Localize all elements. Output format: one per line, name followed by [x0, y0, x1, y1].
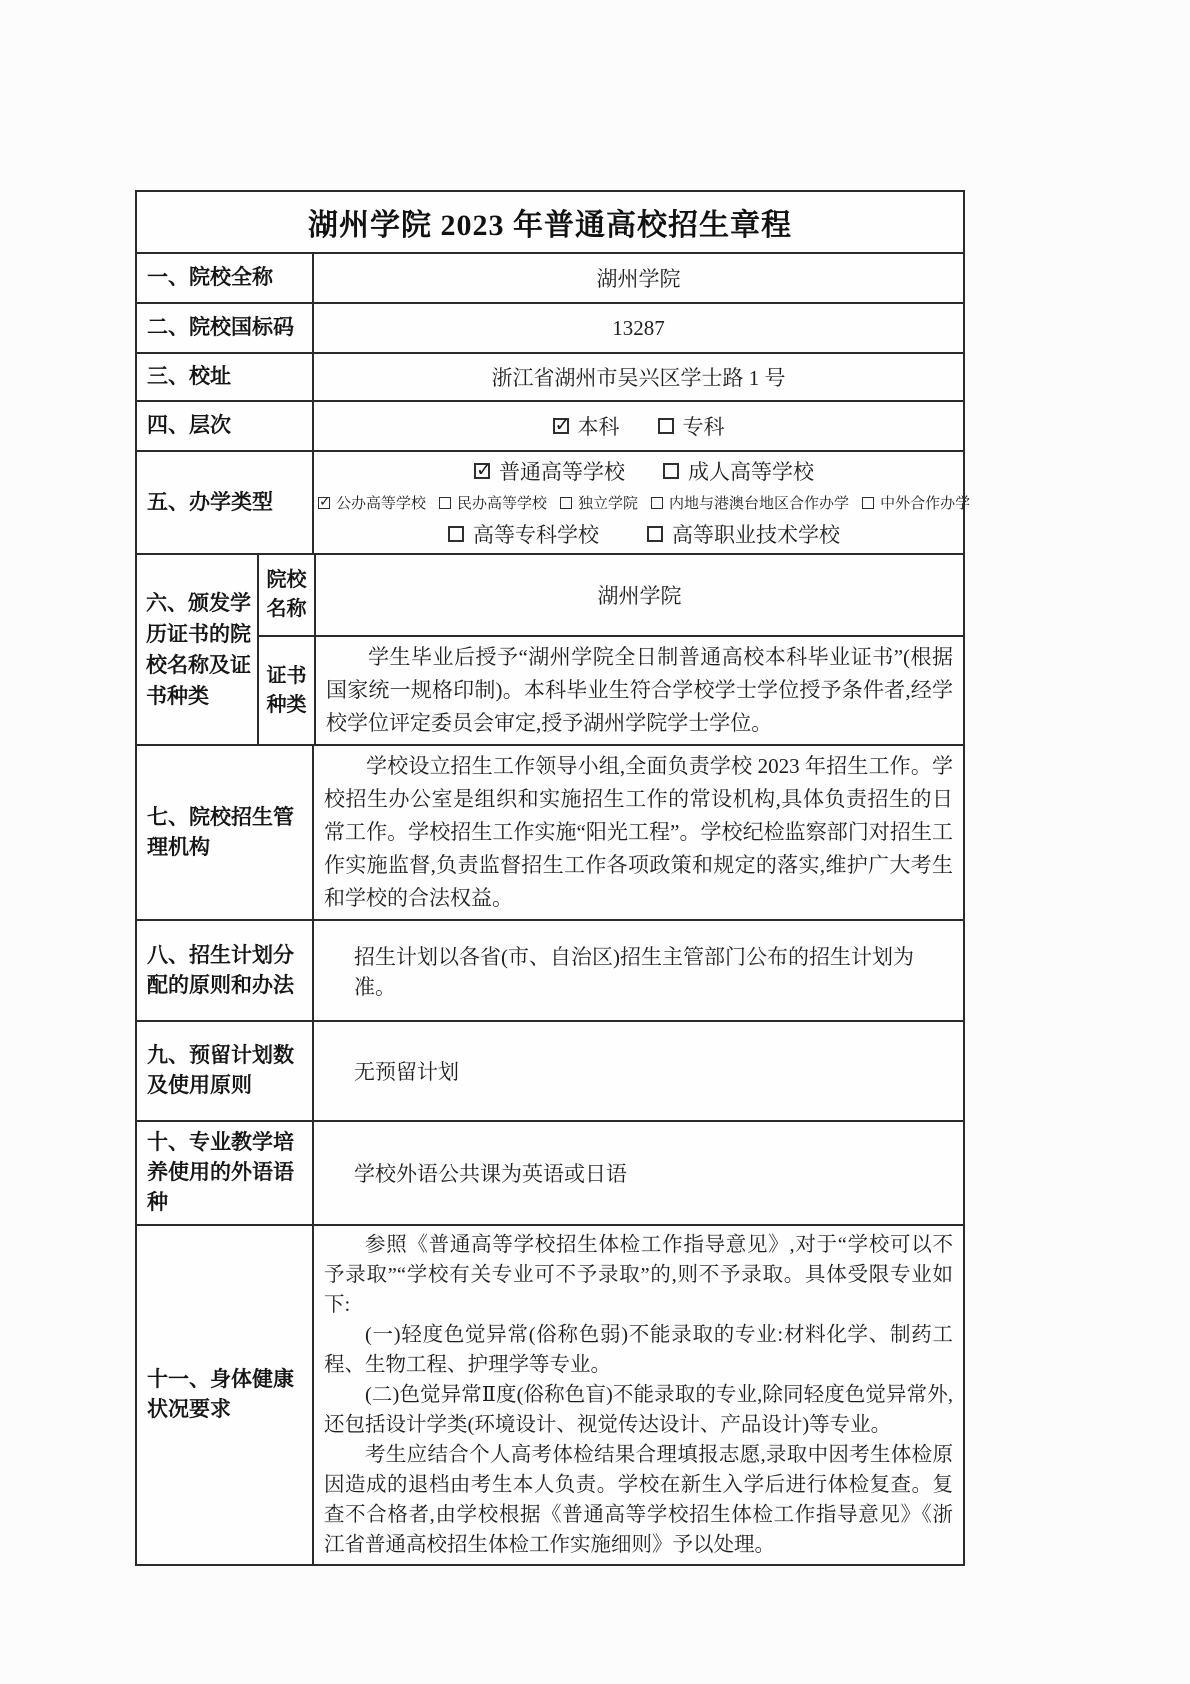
school-address: 浙江省湖州市吴兴区学士路 1 号 — [491, 366, 786, 390]
unchecked-checkbox-icon — [439, 497, 451, 509]
row-label: 十一、身体健康状况要求 — [137, 1226, 314, 1564]
health-paragraph-4: 考生应结合个人高考体检结果合理填报志愿,录取中因考生体检原因造成的退档由考生本人负责。学校在新生入学后进行体检复查。复查不合格者,由学校根据《普通高等学校招生体检工作指导意见》《浙江省普通高校招生体检工作实施细则》予以处理。 — [324, 1444, 953, 1556]
checked-checkbox-icon — [318, 497, 330, 509]
row-label: 九、预留计划数及使用原则 — [137, 1022, 314, 1120]
checkbox-option — [474, 456, 625, 486]
unchecked-checkbox-icon — [658, 418, 674, 434]
admission-org-text: 学校设立招生工作领导小组,全面负责学校 2023 年招生工作。学校招生办公室是组织和实施招生工作的常设机构,具体负责招生的日常工作。学校招生工作实施“阳光工程”。学校纪检监察部门对招生工作实施监督,负责监督招生工作各项政策和规定的落实,维护广大考生和学校的合法权益。 — [324, 754, 953, 910]
sub-row-label: 院校名称 — [259, 555, 316, 635]
checkbox-option-label: 民办高等学校 — [457, 496, 548, 512]
checkbox-option — [448, 519, 599, 549]
health-paragraph-2: (一)轻度色觉异常(俗称色弱)不能录取的专业:材料化学、制药工程、生物工程、护理学等专业。 — [324, 1324, 953, 1376]
checked-checkbox-icon — [474, 463, 490, 479]
checkbox-option — [647, 519, 840, 549]
unchecked-checkbox-icon — [647, 526, 663, 542]
checkbox-option-label: 高等职业技术学校 — [672, 523, 841, 547]
checkbox-option — [439, 492, 547, 513]
unchecked-checkbox-icon — [862, 497, 874, 509]
unchecked-checkbox-icon — [651, 497, 663, 509]
checkbox-option — [658, 411, 725, 441]
checked-checkbox-icon — [553, 418, 569, 434]
checkbox-option-label: 公办高等学校 — [336, 496, 427, 512]
row-address — [137, 352, 963, 400]
checkbox-option-label: 高等专科学校 — [473, 523, 600, 547]
sub-row-school-name — [259, 555, 963, 635]
row-full-name — [137, 252, 963, 302]
row-label: 三、校址 — [137, 354, 314, 400]
unchecked-checkbox-icon — [663, 463, 679, 479]
row-title — [137, 192, 963, 252]
certificate-school-name: 湖州学院 — [597, 584, 682, 608]
row-label: 五、办学类型 — [137, 452, 314, 553]
admission-charter-table — [135, 190, 971, 1566]
checkbox-option — [553, 411, 620, 441]
row-certificate — [137, 553, 963, 744]
checkbox-option-label: 内地与港澳台地区合作办学 — [669, 496, 850, 512]
checkbox-option — [560, 492, 638, 513]
checkbox-option-label: 专科 — [682, 415, 725, 439]
checkbox-option — [663, 456, 814, 486]
plan-allocation-text: 招生计划以各省(市、自治区)招生主管部门公布的招生计划为准。 — [354, 944, 914, 999]
row-label: 十、专业教学培养使用的外语语种 — [137, 1122, 314, 1224]
checkbox-option-label: 独立学院 — [578, 496, 639, 512]
certificate-type-text: 学生毕业后授予“湖州学院全日制普通高校本科毕业证书”(根据国家统一规格印制)。本科毕业生符合学校学士学位授予条件者,经学校学位评定委员会审定,授予湖州学院学士学位。 — [326, 645, 953, 735]
row-level — [137, 400, 963, 450]
unchecked-checkbox-icon — [560, 497, 572, 509]
foreign-language-text: 学校外语公共课为英语或日语 — [354, 1162, 627, 1186]
school-type-options-line3 — [318, 519, 970, 549]
level-options — [324, 411, 953, 441]
checkbox-option-label: 普通高等学校 — [499, 460, 626, 484]
sub-row-certificate-type — [259, 635, 963, 744]
row-label: 七、院校招生管理机构 — [137, 746, 314, 919]
row-label: 八、招生计划分配的原则和办法 — [137, 921, 314, 1020]
reserved-plan-text: 无预留计划 — [354, 1060, 459, 1084]
checkbox-option-label: 成人高等学校 — [688, 460, 815, 484]
sub-row-label: 证书种类 — [259, 637, 316, 744]
row-label: 六、颁发学历证书的院校名称及证书种类 — [137, 555, 259, 744]
row-plan-allocation — [137, 919, 963, 1020]
unchecked-checkbox-icon — [448, 526, 464, 542]
row-label: 二、院校国标码 — [137, 304, 314, 352]
health-paragraph-1: 参照《普通高等学校招生体检工作指导意见》,对于“学校可以不予录取”“学校有关专业可不予录取”的,则不予录取。具体受限专业如下: — [324, 1234, 953, 1316]
row-foreign-language — [137, 1120, 963, 1224]
row-health-requirements — [137, 1224, 963, 1564]
checkbox-option — [862, 492, 970, 513]
row-national-code — [137, 302, 963, 352]
school-code: 13287 — [612, 315, 665, 340]
checkbox-option-label: 中外合作办学 — [880, 496, 971, 512]
checkbox-option — [651, 492, 849, 513]
checkbox-option — [318, 492, 426, 513]
row-label: 四、层次 — [137, 402, 314, 450]
school-type-options-line2 — [318, 492, 970, 513]
school-type-options-line1 — [318, 456, 970, 486]
row-label: 一、院校全称 — [137, 254, 314, 302]
page-title: 湖州学院 2023 年普通高校招生章程 — [308, 209, 792, 242]
school-full-name: 湖州学院 — [596, 267, 681, 291]
checkbox-option-label: 本科 — [577, 415, 620, 439]
health-paragraph-3: (二)色觉异常Ⅱ度(俗称色盲)不能录取的专业,除同轻度色觉异常外,还包括设计学类(环境设计、视觉传达设计、产品设计)等专业。 — [324, 1384, 953, 1436]
row-reserved-plan — [137, 1020, 963, 1120]
row-admission-org — [137, 744, 963, 919]
row-school-type — [137, 450, 971, 553]
